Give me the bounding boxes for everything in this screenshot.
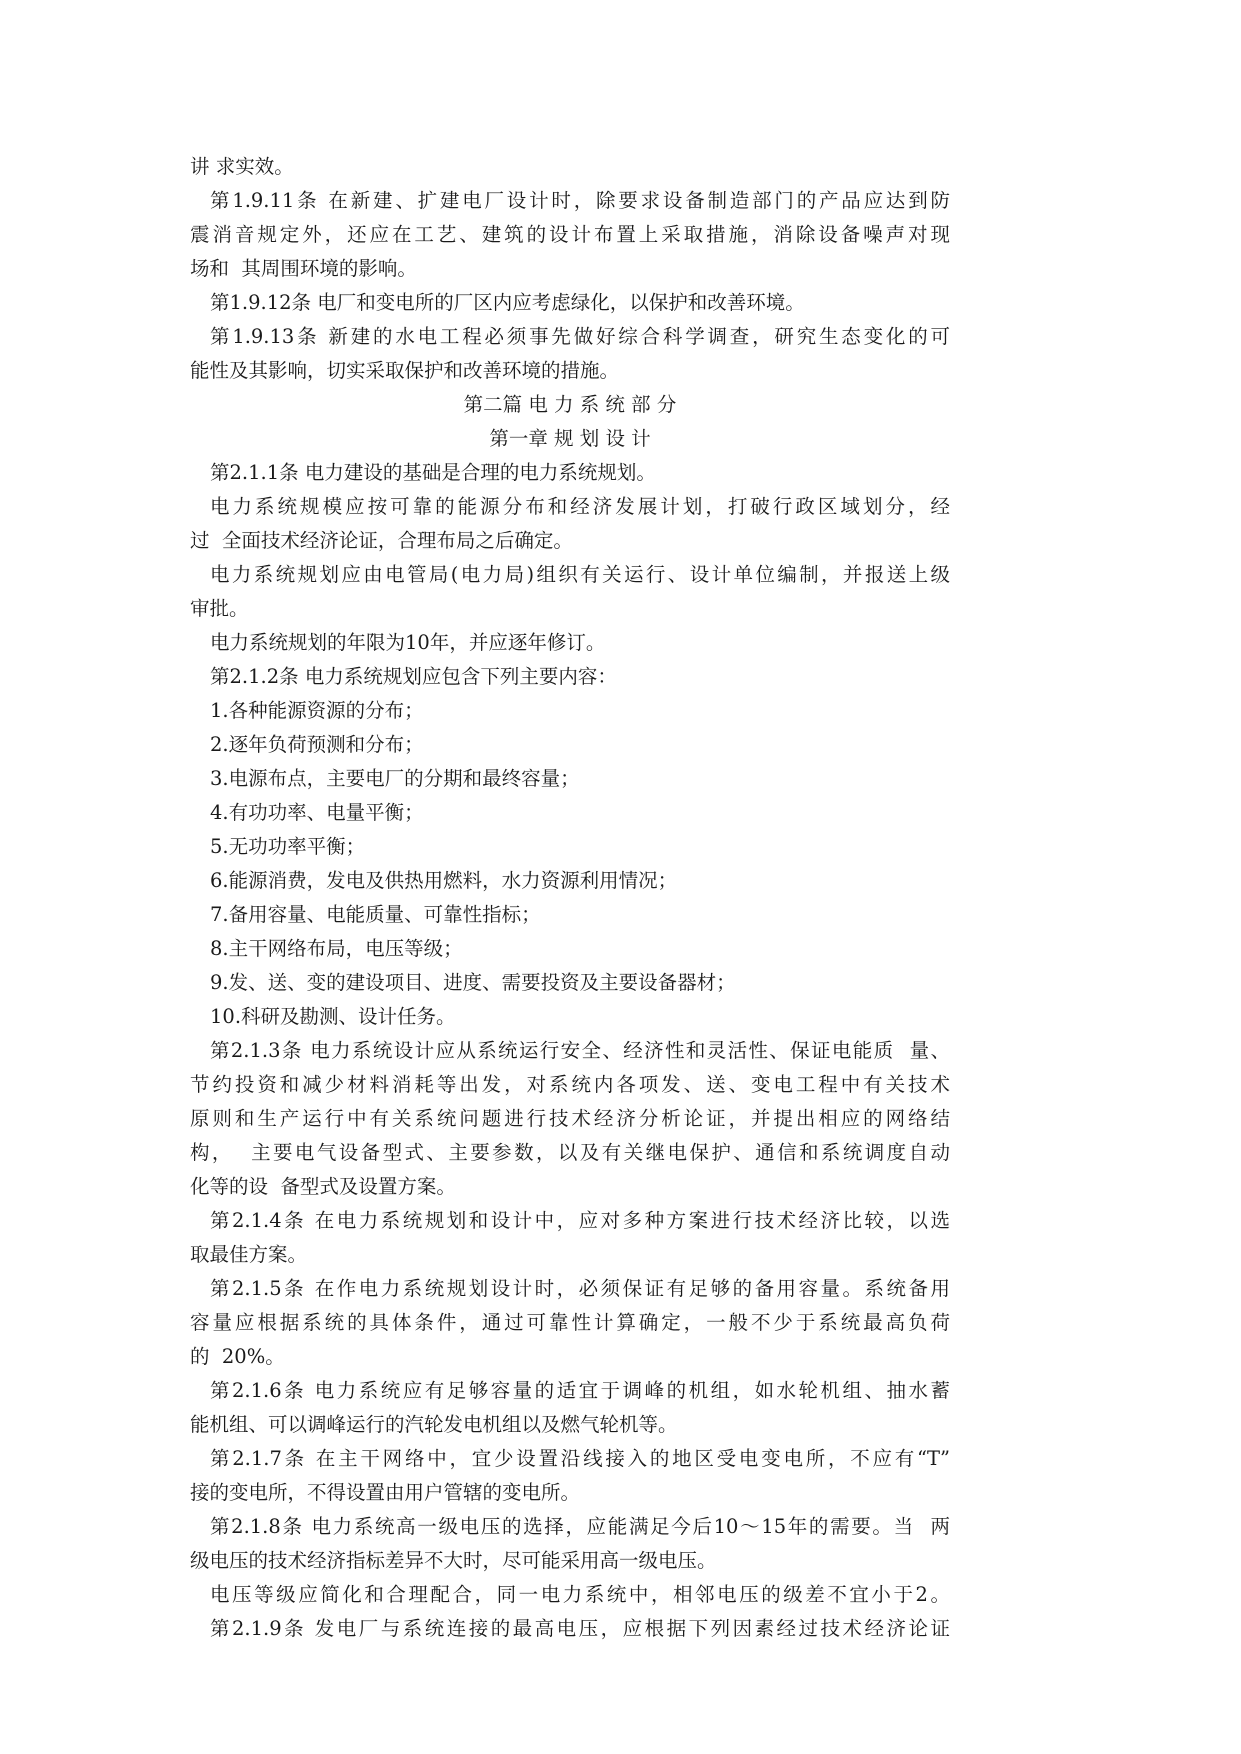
text-line: 能机组、可以调峰运行的汽轮发电机组以及燃气轮机等。 bbox=[190, 1413, 678, 1436]
list-item: 5.无功功率平衡； bbox=[210, 835, 366, 858]
text-line: 震消音规定外，还应在工艺、建筑的设计布置上采取措施，消除设备噪声对现 bbox=[190, 223, 950, 246]
text-line: 第1.9.11条 在新建、扩建电厂设计时，除要求设备制造部门的产品应达到防 bbox=[210, 189, 950, 212]
text-line: 电力系统规划应由电管局(电力局)组织有关运行、设计单位编制，并报送上级 bbox=[210, 563, 950, 586]
list-item: 6.能源消费，发电及供热用燃料，水力资源利用情况； bbox=[210, 869, 678, 892]
text-line: 第2.1.5条 在作电力系统规划设计时，必须保证有足够的备用容量。系统备用 bbox=[210, 1277, 950, 1300]
text-line: 接的变电所，不得设置由用户管辖的变电所。 bbox=[190, 1481, 581, 1504]
list-item: 7.备用容量、电能质量、可靠性指标； bbox=[210, 903, 541, 926]
text-line: 容量应根据系统的具体条件，通过可靠性计算确定，一般不少于系统最高负荷 bbox=[190, 1311, 950, 1334]
text-line: 第2.1.4条 在电力系统规划和设计中，应对多种方案进行技术经济比较，以选 bbox=[210, 1209, 950, 1232]
document-page bbox=[190, 150, 950, 1646]
text-line: 第1.9.12条 电厂和变电所的厂区内应考虑绿化，以保护和改善环境。 bbox=[210, 291, 805, 314]
text-line: 电力系统规划的年限为10年，并应逐年修订。 bbox=[210, 631, 606, 654]
text-line: 过 全面技术经济论证，合理布局之后确定。 bbox=[190, 529, 573, 552]
list-item: 10.科研及勘测、设计任务。 bbox=[210, 1005, 456, 1028]
part-heading: 第二篇 电 力 系 统 部 分 bbox=[463, 393, 677, 416]
text-line: 第2.1.2条 电力系统规划应包含下列主要内容： bbox=[210, 665, 617, 688]
text-line: 第2.1.3条 电力系统设计应从系统运行安全、经济性和灵活性、保证电能质 量、 bbox=[210, 1039, 950, 1062]
text-line: 第2.1.9条 发电厂与系统连接的最高电压，应根据下列因素经过技术经济论证 bbox=[210, 1617, 950, 1640]
text-line: 第1.9.13条 新建的水电工程必须事先做好综合科学调查，研究生态变化的可 bbox=[210, 325, 950, 348]
list-item: 8.主干网络布局，电压等级； bbox=[210, 937, 463, 960]
list-item: 2.逐年负荷预测和分布； bbox=[210, 733, 424, 756]
text-line: 第2.1.7条 在主干网络中，宜少设置沿线接入的地区受电变电所，不应有“T” bbox=[210, 1447, 950, 1470]
text-line: 场和 其周围环境的影响。 bbox=[190, 257, 417, 280]
list-item: 9.发、送、变的建设项目、进度、需要投资及主要设备器材； bbox=[210, 971, 736, 994]
text-line: 能性及其影响，切实采取保护和改善环境的措施。 bbox=[190, 359, 620, 382]
text-line: 讲 求实效。 bbox=[190, 155, 294, 178]
chapter-heading: 第一章 规 划 设 计 bbox=[489, 427, 651, 450]
text-line: 原则和生产运行中有关系统问题进行技术经济分析论证，并提出相应的网络结 bbox=[190, 1107, 950, 1130]
text-line: 取最佳方案。 bbox=[190, 1243, 308, 1266]
text-line: 审批。 bbox=[190, 597, 249, 620]
text-line: 化等的设 备型式及设置方案。 bbox=[190, 1175, 456, 1198]
text-line: 电力系统规模应按可靠的能源分布和经济发展计划，打破行政区域划分，经 bbox=[210, 495, 950, 518]
text-line: 第2.1.1条 电力建设的基础是合理的电力系统规划。 bbox=[210, 461, 656, 484]
text-line: 节约投资和减少材料消耗等出发，对系统内各项发、送、变电工程中有关技术 bbox=[190, 1073, 950, 1096]
text-line: 电压等级应简化和合理配合，同一电力系统中，相邻电压的级差不宜小于2。 bbox=[210, 1583, 950, 1606]
list-item: 3.电源布点，主要电厂的分期和最终容量； bbox=[210, 767, 580, 790]
list-item: 1.各种能源资源的分布； bbox=[210, 699, 424, 722]
text-line: 第2.1.6条 电力系统应有足够容量的适宜于调峰的机组，如水轮机组、抽水蓄 bbox=[210, 1379, 950, 1402]
list-item: 4.有功功率、电量平衡； bbox=[210, 801, 424, 824]
text-line: 构， 主要电气设备型式、主要参数，以及有关继电保护、通信和系统调度自动 bbox=[190, 1141, 950, 1164]
text-line: 级电压的技术经济指标差异不大时，尽可能采用高一级电压。 bbox=[190, 1549, 717, 1572]
text-line: 的 20%。 bbox=[190, 1345, 285, 1368]
text-line: 第2.1.8条 电力系统高一级电压的选择，应能满足今后10～15年的需要。当 两 bbox=[210, 1515, 950, 1538]
